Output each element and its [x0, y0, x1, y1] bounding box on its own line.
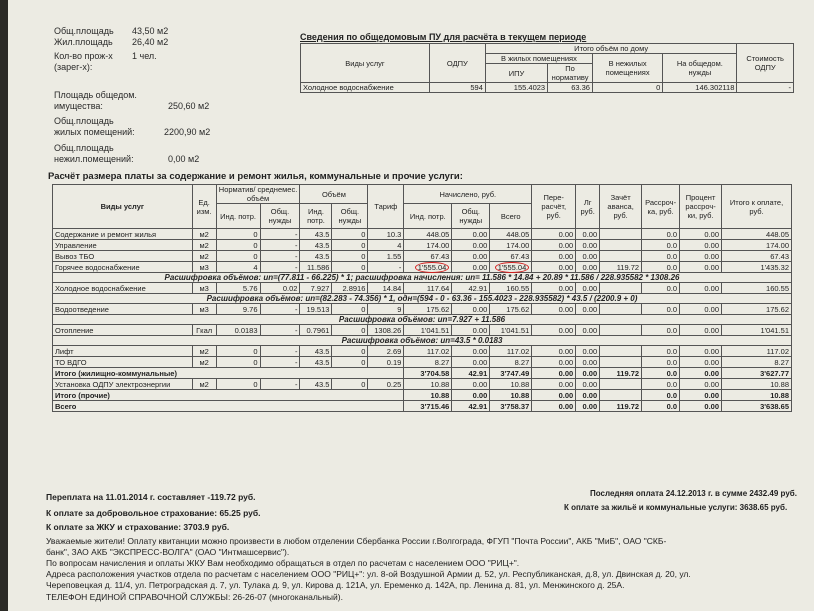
total-l: 0.00 — [576, 401, 600, 412]
total-c3: 10.88 — [490, 390, 532, 401]
cell-tot: 175.62 — [722, 304, 792, 315]
cell-c2: 0.00 — [452, 262, 490, 273]
cell-n1: 0 — [216, 357, 260, 368]
h-lg: Лг руб. — [576, 185, 600, 229]
cell-c2: 0.00 — [452, 357, 490, 368]
cell-t: 1.55 — [368, 251, 404, 262]
cell-a — [600, 283, 642, 294]
cell-u: м2 — [192, 379, 216, 390]
cell-a: 119.72 — [600, 262, 642, 273]
cell-r: 0.00 — [532, 251, 576, 262]
cell-n2: - — [260, 229, 300, 240]
cell-p: 0.00 — [680, 251, 722, 262]
cell-n2: - — [260, 304, 300, 315]
total-row — [53, 368, 792, 379]
h-norm-common: Общ. нужды — [260, 204, 300, 229]
living-total-label: Общ.площадь — [54, 116, 114, 126]
total-c3: 3'747.49 — [490, 368, 532, 379]
odpu-ipu: 155.4023 — [485, 83, 547, 93]
phone-line: ТЕЛЕФОН ЕДИНОЙ СПРАВОЧНОЙ СЛУЖБЫ: 26-26-07 (многоканальный). — [46, 592, 343, 602]
cell-s: Лифт — [53, 346, 193, 357]
pay-all-text: К оплате за ЖКУ и страхование: 3703.9 руб. — [46, 522, 230, 532]
odpu-nonliving: 0 — [592, 83, 662, 93]
h-volume: Объём — [300, 185, 368, 204]
cell-c1: 448.05 — [404, 229, 452, 240]
table-row — [53, 251, 792, 262]
cell-l: 0.00 — [576, 346, 600, 357]
cell-tot: 448.05 — [722, 229, 792, 240]
table-row — [53, 379, 792, 390]
total-r: 0.00 — [532, 401, 576, 412]
cell-v1: 43.5 — [300, 229, 332, 240]
total-tot: 10.88 — [722, 390, 792, 401]
cell-r: 0.00 — [532, 379, 576, 390]
table-row — [53, 357, 792, 368]
decode-row — [53, 273, 792, 283]
cell-v2: 0 — [332, 251, 368, 262]
cell-c2: 0.00 — [452, 251, 490, 262]
cell-r: 0.00 — [532, 325, 576, 336]
cell-v1: 43.5 — [300, 346, 332, 357]
cell-i: 0.0 — [642, 346, 680, 357]
cell-s: Горячее водоснабжение — [53, 262, 193, 273]
cell-u: м2 — [192, 229, 216, 240]
cell-c2: 0.00 — [452, 304, 490, 315]
cell-v2: 0 — [332, 304, 368, 315]
total-tot: 3'627.77 — [722, 368, 792, 379]
cell-i: 0.0 — [642, 229, 680, 240]
circled-amount: 1'555.04 — [415, 262, 450, 273]
cell-n2: - — [260, 379, 300, 390]
cell-n1: 0 — [216, 346, 260, 357]
total-area-value: 43,50 м2 — [132, 26, 169, 36]
h-recalc: Пере- расчёт, руб. — [532, 185, 576, 229]
residents-value: 1 чел. — [132, 51, 157, 61]
h-total: Итого к оплате, руб. — [722, 185, 792, 229]
total-row — [53, 390, 792, 401]
cell-a — [600, 304, 642, 315]
cell-n1: 9.76 — [216, 304, 260, 315]
receipt-sheet — [8, 0, 814, 611]
cell-a — [600, 229, 642, 240]
total-area-label: Общ.площадь — [54, 26, 114, 36]
total-label: Итого (прочие) — [53, 390, 404, 401]
cell-s: Отопление — [53, 325, 193, 336]
notice-line-1: Уважаемые жители! Оплату квитанции можно произвести в любом отделении Сбербанка России г.Волгограда, ФГУП "Почта России", АКБ "МиБ", ОАО "СКБ- — [46, 536, 667, 546]
cell-p: 0.00 — [680, 283, 722, 294]
cell-n1: 0.0183 — [216, 325, 260, 336]
total-c1: 10.88 — [404, 390, 452, 401]
total-r: 0.00 — [532, 368, 576, 379]
total-row — [53, 401, 792, 412]
cell-n2: - — [260, 240, 300, 251]
cell-v2: 0 — [332, 325, 368, 336]
odpu-service: Холодное водоснабжение — [301, 83, 430, 93]
total-c2: 42.91 — [452, 368, 490, 379]
cell-t: 4 — [368, 240, 404, 251]
table-row — [53, 283, 792, 294]
cell-v2: 0 — [332, 379, 368, 390]
h-ch-ind: Инд. потр. — [404, 204, 452, 229]
odpu-h-norm: По нормативу — [548, 64, 593, 83]
cell-s: Содержание и ремонт жилья — [53, 229, 193, 240]
cell-t: 2.69 — [368, 346, 404, 357]
cell-s: Установка ОДПУ электроэнергии — [53, 379, 193, 390]
cell-n1: 5.76 — [216, 283, 260, 294]
cell-c1: 117.02 — [404, 346, 452, 357]
common-area-value: 250,60 м2 — [168, 101, 210, 111]
decode-row — [53, 294, 792, 304]
odpu-h-ipu: ИПУ — [485, 64, 547, 83]
cell-tot: 67.43 — [722, 251, 792, 262]
cell-c2: 42.91 — [452, 283, 490, 294]
total-i: 0.0 — [642, 390, 680, 401]
cell-v2: 0 — [332, 357, 368, 368]
cell-u: м3 — [192, 304, 216, 315]
cell-p: 0.00 — [680, 304, 722, 315]
cell-n2: - — [260, 251, 300, 262]
h-service: Виды услуг — [53, 185, 193, 229]
cell-c1: 10.88 — [404, 379, 452, 390]
last-payment-text: Последняя оплата 24.12.2013 г. в сумме 2432.49 руб. — [590, 489, 797, 498]
cell-c1: 175.62 — [404, 304, 452, 315]
cell-tot: 1'041.51 — [722, 325, 792, 336]
cell-n2: - — [260, 325, 300, 336]
cell-r: 0.00 — [532, 283, 576, 294]
cell-i: 0.0 — [642, 240, 680, 251]
cell-a — [600, 357, 642, 368]
cell-t: 14.84 — [368, 283, 404, 294]
cell-p: 0.00 — [680, 346, 722, 357]
cell-p: 0.00 — [680, 379, 722, 390]
total-c2: 42.91 — [452, 401, 490, 412]
cell-n2: 0.02 — [260, 283, 300, 294]
total-p: 0.00 — [680, 390, 722, 401]
cell-tot: 117.02 — [722, 346, 792, 357]
h-unit: Ед. изм. — [192, 185, 216, 229]
cell-s: ТО ВДГО — [53, 357, 193, 368]
total-a: 119.72 — [600, 368, 642, 379]
pay-housing-text: К оплате за жильё и коммунальные услуги: 3638.65 руб. — [564, 503, 788, 512]
cell-l: 0.00 — [576, 283, 600, 294]
cell-u: м2 — [192, 240, 216, 251]
cell-p: 0.00 — [680, 325, 722, 336]
decode-note: Расшифровка объёмов: un=7.927 + 11.586 — [53, 315, 792, 325]
cell-l: 0.00 — [576, 325, 600, 336]
cell-c3: 1'041.51 — [490, 325, 532, 336]
cell-p: 0.00 — [680, 229, 722, 240]
cell-c2: 0.00 — [452, 379, 490, 390]
odpu-h-living: В жилых помещениях — [485, 54, 592, 64]
cell-tot: 174.00 — [722, 240, 792, 251]
cell-l: 0.00 — [576, 251, 600, 262]
cell-s: Управление — [53, 240, 193, 251]
cell-n1: 0 — [216, 229, 260, 240]
total-label: Итого (жилищно-коммунальные) — [53, 368, 404, 379]
cell-i: 0.0 — [642, 325, 680, 336]
cell-t: 10.3 — [368, 229, 404, 240]
cell-c3: 448.05 — [490, 229, 532, 240]
cell-n2: - — [260, 357, 300, 368]
decode-row — [53, 336, 792, 346]
cell-c3: 8.27 — [490, 357, 532, 368]
total-i: 0.0 — [642, 368, 680, 379]
odpu-h-service: Виды услуг — [301, 44, 430, 83]
cell-v1: 43.5 — [300, 251, 332, 262]
cell-c3: 175.62 — [490, 304, 532, 315]
cell-p: 0.00 — [680, 240, 722, 251]
decode-row — [53, 315, 792, 325]
total-c1: 3'715.46 — [404, 401, 452, 412]
cell-c1: 117.64 — [404, 283, 452, 294]
total-label: Всего — [53, 401, 404, 412]
cell-a — [600, 379, 642, 390]
h-credit: Зачёт аванса, руб. — [600, 185, 642, 229]
cell-u: Гкал — [192, 325, 216, 336]
cell-p: 0.00 — [680, 357, 722, 368]
cell-v1: 43.5 — [300, 379, 332, 390]
cell-r: 0.00 — [532, 262, 576, 273]
cell-a — [600, 240, 642, 251]
cell-l: 0.00 — [576, 229, 600, 240]
h-install: Рассроч- ка, руб. — [642, 185, 680, 229]
cell-u: м3 — [192, 262, 216, 273]
cell-i: 0.0 — [642, 251, 680, 262]
cell-c1: 8.27 — [404, 357, 452, 368]
cell-c1 — [404, 262, 452, 273]
cell-i: 0.0 — [642, 357, 680, 368]
total-c3: 3'758.37 — [490, 401, 532, 412]
cell-c1: 67.43 — [404, 251, 452, 262]
nonliving-value: 0,00 м2 — [168, 154, 200, 164]
decode-note: Расшифровка объёмов: un=(77.811 - 66.225) * 1; расшифровка начисления: un= 11.586 * 14.84 + 20.89 * 11.586 / 228.935582 * 1308.26 — [53, 273, 792, 283]
cell-r: 0.00 — [532, 240, 576, 251]
h-norm-ind: Инд. потр. — [216, 204, 260, 229]
cell-l: 0.00 — [576, 379, 600, 390]
cell-a — [600, 325, 642, 336]
cell-t: - — [368, 262, 404, 273]
cell-l: 0.00 — [576, 240, 600, 251]
cell-n2: - — [260, 346, 300, 357]
cell-v1: 0.7961 — [300, 325, 332, 336]
cell-i: 0.0 — [642, 283, 680, 294]
table-row — [53, 304, 792, 315]
cell-v1: 43.5 — [300, 357, 332, 368]
cell-c3 — [490, 262, 532, 273]
cell-v2: 0 — [332, 262, 368, 273]
total-p: 0.00 — [680, 368, 722, 379]
cell-u: м2 — [192, 357, 216, 368]
notice-line-2: банк", ЗАО АКБ "ЭКСПРЕСС-ВОЛГА" (ОАО "Интмашсервис"). — [46, 547, 290, 557]
total-c2: 0.00 — [452, 390, 490, 401]
total-a: 119.72 — [600, 401, 642, 412]
cell-n1: 0 — [216, 251, 260, 262]
cell-v2: 2.8916 — [332, 283, 368, 294]
residents-label: Кол-во прож-х — [54, 51, 113, 61]
cell-c2: 0.00 — [452, 325, 490, 336]
cell-t: 0.25 — [368, 379, 404, 390]
table-row — [53, 325, 792, 336]
cell-l: 0.00 — [576, 262, 600, 273]
cell-c3: 160.55 — [490, 283, 532, 294]
nonliving-label-2: нежил.помещений: — [54, 154, 134, 164]
calc-table — [52, 184, 792, 412]
odpu-h-nonliving: В нежилых помещениях — [592, 54, 662, 83]
total-r: 0.00 — [532, 390, 576, 401]
decode-note: Расшифровка объёмов: un=43.5 * 0.0183 — [53, 336, 792, 346]
cell-v2: 0 — [332, 240, 368, 251]
table-row — [53, 262, 792, 273]
cell-tot: 1'435.32 — [722, 262, 792, 273]
odpu-h-total: Итого объём по дому — [485, 44, 736, 54]
total-l: 0.00 — [576, 368, 600, 379]
cell-v2: 0 — [332, 346, 368, 357]
h-vol-common: Общ. нужды — [332, 204, 368, 229]
odpu-h-odpu: ОДПУ — [429, 44, 485, 83]
cell-i: 0.0 — [642, 379, 680, 390]
cell-tot: 160.55 — [722, 283, 792, 294]
cell-p: 0.00 — [680, 262, 722, 273]
cell-r: 0.00 — [532, 346, 576, 357]
total-l: 0.00 — [576, 390, 600, 401]
odpu-h-common: На общедом. нужды — [663, 54, 737, 83]
cell-s: Холодное водоснабжение — [53, 283, 193, 294]
cell-t: 0.19 — [368, 357, 404, 368]
cell-c3: 67.43 — [490, 251, 532, 262]
cell-i: 0.0 — [642, 304, 680, 315]
cell-c2: 0.00 — [452, 240, 490, 251]
total-p: 0.00 — [680, 401, 722, 412]
cell-v1: 19.513 — [300, 304, 332, 315]
cell-c3: 10.88 — [490, 379, 532, 390]
cell-c3: 174.00 — [490, 240, 532, 251]
common-area-label-2: имущества: — [54, 101, 103, 111]
cell-u: м3 — [192, 283, 216, 294]
cell-r: 0.00 — [532, 357, 576, 368]
cell-v1: 11.586 — [300, 262, 332, 273]
h-ch-common: Общ. нужды — [452, 204, 490, 229]
cell-r: 0.00 — [532, 304, 576, 315]
h-percent: Процент рассроч- ки, руб. — [680, 185, 722, 229]
circled-amount: 1'555.04 — [495, 262, 530, 273]
cell-n1: 0 — [216, 379, 260, 390]
h-tariff: Тариф — [368, 185, 404, 229]
odpu-value: 594 — [429, 83, 485, 93]
insurance-text: К оплате за добровольное страхование: 65.25 руб. — [46, 508, 261, 518]
cell-u: м2 — [192, 346, 216, 357]
cell-c1: 1'041.51 — [404, 325, 452, 336]
cell-l: 0.00 — [576, 357, 600, 368]
living-total-label-2: жилых помещений: — [54, 127, 135, 137]
cell-u: м2 — [192, 251, 216, 262]
cell-tot: 8.27 — [722, 357, 792, 368]
living-area-label: Жил.площадь — [54, 37, 113, 47]
cell-c2: 0.00 — [452, 229, 490, 240]
cell-c3: 117.02 — [490, 346, 532, 357]
odpu-h-cost: Стоимость ОДПУ — [737, 44, 794, 83]
odpu-row — [301, 83, 794, 93]
notice-line-3: По вопросам начисления и оплаты ЖКУ Вам необходимо обращаться в отдел по расчетам с населением ООО "РИЦ+". — [46, 558, 520, 568]
table-row — [53, 346, 792, 357]
table-row — [53, 240, 792, 251]
decode-note: Расшифровка объёмов: un=(82.283 - 74.356) * 1, одн=(594 - 0 - 63.36 - 155.4023 - 228.935582) * 43.5 / (2200.9 + 0) — [53, 294, 792, 304]
table-row — [53, 229, 792, 240]
living-total-value: 2200,90 м2 — [164, 127, 211, 137]
living-area-value: 26,40 м2 — [132, 37, 169, 47]
cell-t: 1308.26 — [368, 325, 404, 336]
cell-s: Водоотведение — [53, 304, 193, 315]
total-a — [600, 390, 642, 401]
cell-n1: 0 — [216, 240, 260, 251]
odpu-table — [300, 43, 794, 93]
cell-r: 0.00 — [532, 229, 576, 240]
cell-c2: 0.00 — [452, 346, 490, 357]
total-i: 0.0 — [642, 401, 680, 412]
nonliving-label: Общ.площадь — [54, 143, 114, 153]
cell-v1: 43.5 — [300, 240, 332, 251]
odpu-cost: - — [737, 83, 794, 93]
cell-a — [600, 346, 642, 357]
notice-line-4: Адреса расположения участков отдела по расчетам с населением ООО "РИЦ+": ул. 8-ой Воздушной Армии д. 52, ул. Республиканская, д.8, ул. Двинская д. 20, ул. — [46, 569, 691, 579]
cell-n1: 4 — [216, 262, 260, 273]
cell-v1: 7.927 — [300, 283, 332, 294]
cell-v2: 0 — [332, 229, 368, 240]
odpu-title: Сведения по общедомовым ПУ для расчёта в текущем периоде — [300, 32, 587, 42]
total-c1: 3'704.58 — [404, 368, 452, 379]
h-norm: Норматив/ среднемес. объём — [216, 185, 300, 204]
residents-label-2: (зарег-х): — [54, 62, 93, 72]
odpu-common: 146.302118 — [663, 83, 737, 93]
overpay-text: Переплата на 11.01.2014 г. составляет -119.72 руб. — [46, 492, 256, 502]
cell-tot: 10.88 — [722, 379, 792, 390]
cell-c1: 174.00 — [404, 240, 452, 251]
h-charged: Начислено, руб. — [404, 185, 532, 204]
cell-s: Вывоз ТБО — [53, 251, 193, 262]
cell-a — [600, 251, 642, 262]
odpu-norm: 63.36 — [548, 83, 593, 93]
h-ch-all: Всего — [490, 204, 532, 229]
cell-t: 9 — [368, 304, 404, 315]
h-vol-ind: Инд. потр. — [300, 204, 332, 229]
common-area-label: Площадь общедом. — [54, 90, 137, 100]
cell-l: 0.00 — [576, 304, 600, 315]
calc-title: Расчёт размера платы за содержание и ремонт жилья, коммунальные и прочие услуги: — [48, 171, 463, 182]
total-tot: 3'638.65 — [722, 401, 792, 412]
notice-line-5: Череповецкая д. 11/4, ул. Петроградская д. 7, ул. Тулака д. 9, ул. Кирова д. 121А, ул. Еременко д. 142А, пр. Ленина д. 81, ул. Менжинского д. 25А. — [46, 580, 625, 590]
cell-i: 0.0 — [642, 262, 680, 273]
cell-n2: - — [260, 262, 300, 273]
